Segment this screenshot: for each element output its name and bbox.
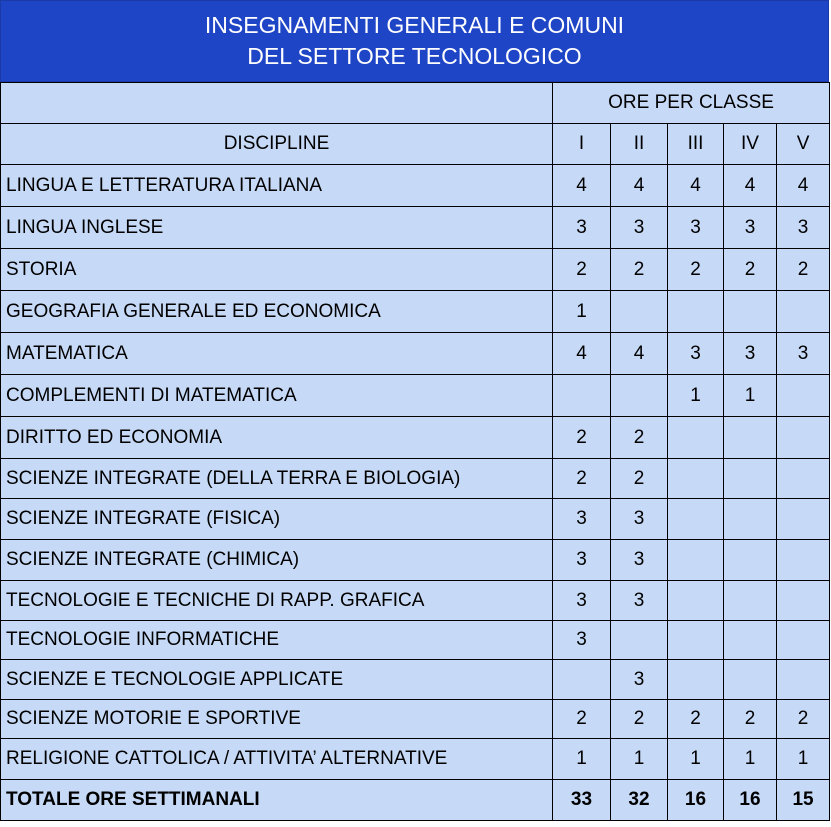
discipline-header: DISCIPLINE bbox=[1, 124, 553, 165]
hours-cell bbox=[668, 540, 724, 581]
hours-cell bbox=[553, 660, 611, 700]
hours-cell: 2 bbox=[611, 417, 668, 459]
table-row bbox=[1, 333, 830, 375]
hours-cell: 3 bbox=[553, 621, 611, 660]
hours-cell: 3 bbox=[668, 207, 724, 249]
hours-cell: 1 bbox=[668, 375, 724, 417]
table-row bbox=[1, 660, 830, 700]
hours-cell bbox=[724, 417, 777, 459]
total-hours-cell: 16 bbox=[724, 780, 777, 821]
table-row bbox=[1, 291, 830, 333]
class-header: I bbox=[553, 124, 611, 165]
total-hours-cell: 16 bbox=[668, 780, 724, 821]
hours-cell: 2 bbox=[611, 700, 668, 739]
hours-cell: 2 bbox=[611, 249, 668, 291]
total-hours-cell: 32 bbox=[611, 780, 668, 821]
hours-cell: 3 bbox=[553, 207, 611, 249]
table-row bbox=[1, 459, 830, 499]
hours-cell bbox=[724, 459, 777, 499]
hours-cell bbox=[777, 459, 830, 499]
class-header: III bbox=[668, 124, 724, 165]
hours-cell bbox=[668, 581, 724, 621]
title-line-1: INSEGNAMENTI GENERALI E COMUNI bbox=[204, 12, 625, 38]
discipline-cell: STORIA bbox=[1, 249, 553, 291]
header-empty-cell bbox=[1, 83, 553, 124]
hours-cell bbox=[668, 417, 724, 459]
hours-cell bbox=[611, 291, 668, 333]
hours-cell: 2 bbox=[553, 459, 611, 499]
hours-cell: 1 bbox=[724, 739, 777, 780]
discipline-cell: SCIENZE INTEGRATE (FISICA) bbox=[1, 499, 553, 540]
hours-cell: 2 bbox=[553, 417, 611, 459]
hours-cell bbox=[611, 621, 668, 660]
hours-cell: 3 bbox=[611, 660, 668, 700]
hours-cell: 3 bbox=[611, 540, 668, 581]
hours-cell bbox=[553, 375, 611, 417]
hours-cell: 3 bbox=[724, 207, 777, 249]
table-row bbox=[1, 499, 830, 540]
table-row bbox=[1, 207, 830, 249]
hours-cell: 4 bbox=[668, 165, 724, 207]
hours-cell: 3 bbox=[611, 499, 668, 540]
hours-cell: 4 bbox=[611, 165, 668, 207]
table-row bbox=[1, 581, 830, 621]
class-header: V bbox=[777, 124, 830, 165]
hours-cell: 1 bbox=[611, 739, 668, 780]
hours-cell: 2 bbox=[777, 700, 830, 739]
hours-cell bbox=[668, 621, 724, 660]
hours-cell bbox=[777, 291, 830, 333]
discipline-cell: RELIGIONE CATTOLICA / ATTIVITA’ ALTERNATIVE bbox=[1, 739, 553, 780]
hours-cell bbox=[724, 621, 777, 660]
total-row bbox=[1, 780, 830, 821]
discipline-cell: MATEMATICA bbox=[1, 333, 553, 375]
discipline-cell: SCIENZE INTEGRATE (CHIMICA) bbox=[1, 540, 553, 581]
table-row bbox=[1, 540, 830, 581]
discipline-cell: LINGUA INGLESE bbox=[1, 207, 553, 249]
hours-cell bbox=[777, 581, 830, 621]
total-hours-cell: 33 bbox=[553, 780, 611, 821]
hours-cell: 3 bbox=[553, 540, 611, 581]
table-row bbox=[1, 375, 830, 417]
hours-cell: 3 bbox=[777, 207, 830, 249]
hours-cell: 2 bbox=[553, 700, 611, 739]
discipline-cell: COMPLEMENTI DI MATEMATICA bbox=[1, 375, 553, 417]
hours-cell bbox=[777, 375, 830, 417]
hours-cell bbox=[724, 291, 777, 333]
hours-cell: 2 bbox=[553, 249, 611, 291]
hours-cell: 4 bbox=[777, 165, 830, 207]
hours-cell bbox=[668, 660, 724, 700]
hours-cell: 1 bbox=[777, 739, 830, 780]
hours-cell: 2 bbox=[724, 249, 777, 291]
table-row bbox=[1, 739, 830, 780]
hours-cell bbox=[668, 291, 724, 333]
hours-table bbox=[0, 82, 830, 821]
hours-cell: 2 bbox=[668, 700, 724, 739]
hours-cell bbox=[724, 540, 777, 581]
ore-per-classe-header: ORE PER CLASSE bbox=[553, 83, 830, 124]
table-row bbox=[1, 700, 830, 739]
hours-cell bbox=[724, 581, 777, 621]
hours-cell: 3 bbox=[553, 499, 611, 540]
hours-cell: 4 bbox=[724, 165, 777, 207]
class-header: II bbox=[611, 124, 668, 165]
discipline-cell: GEOGRAFIA GENERALE ED ECONOMICA bbox=[1, 291, 553, 333]
hours-cell: 1 bbox=[553, 739, 611, 780]
discipline-cell: TECNOLOGIE E TECNICHE DI RAPP. GRAFICA bbox=[1, 581, 553, 621]
hours-cell bbox=[777, 540, 830, 581]
hours-cell bbox=[777, 621, 830, 660]
hours-cell: 1 bbox=[553, 291, 611, 333]
hours-cell: 2 bbox=[668, 249, 724, 291]
header-classes-row bbox=[1, 124, 830, 165]
hours-cell: 3 bbox=[668, 333, 724, 375]
hours-cell: 1 bbox=[724, 375, 777, 417]
hours-cell: 1 bbox=[668, 739, 724, 780]
discipline-cell: SCIENZE INTEGRATE (DELLA TERRA E BIOLOGIA) bbox=[1, 459, 553, 499]
table-row bbox=[1, 621, 830, 660]
discipline-cell: DIRITTO ED ECONOMIA bbox=[1, 417, 553, 459]
hours-cell bbox=[668, 499, 724, 540]
discipline-cell: TECNOLOGIE INFORMATICHE bbox=[1, 621, 553, 660]
discipline-cell: SCIENZE E TECNOLOGIE APPLICATE bbox=[1, 660, 553, 700]
header-group-row bbox=[1, 83, 830, 124]
hours-cell bbox=[777, 660, 830, 700]
hours-cell bbox=[777, 499, 830, 540]
hours-cell: 3 bbox=[724, 333, 777, 375]
hours-cell: 2 bbox=[611, 459, 668, 499]
hours-cell: 4 bbox=[553, 165, 611, 207]
hours-cell bbox=[724, 660, 777, 700]
table-title bbox=[0, 0, 829, 82]
hours-cell: 3 bbox=[611, 207, 668, 249]
discipline-cell: SCIENZE MOTORIE E SPORTIVE bbox=[1, 700, 553, 739]
title-line-2: DEL SETTORE TECNOLOGICO bbox=[247, 43, 582, 69]
table-row bbox=[1, 165, 830, 207]
table-row bbox=[1, 417, 830, 459]
hours-cell: 3 bbox=[553, 581, 611, 621]
total-label-cell: TOTALE ORE SETTIMANALI bbox=[1, 780, 553, 821]
class-header: IV bbox=[724, 124, 777, 165]
hours-cell: 4 bbox=[553, 333, 611, 375]
hours-cell: 2 bbox=[724, 700, 777, 739]
table-row bbox=[1, 249, 830, 291]
hours-cell bbox=[777, 417, 830, 459]
hours-cell bbox=[724, 499, 777, 540]
hours-cell: 3 bbox=[777, 333, 830, 375]
hours-cell bbox=[611, 375, 668, 417]
hours-cell: 3 bbox=[611, 581, 668, 621]
hours-cell: 4 bbox=[611, 333, 668, 375]
hours-cell bbox=[668, 459, 724, 499]
total-hours-cell: 15 bbox=[777, 780, 830, 821]
discipline-cell: LINGUA E LETTERATURA ITALIANA bbox=[1, 165, 553, 207]
hours-cell: 2 bbox=[777, 249, 830, 291]
